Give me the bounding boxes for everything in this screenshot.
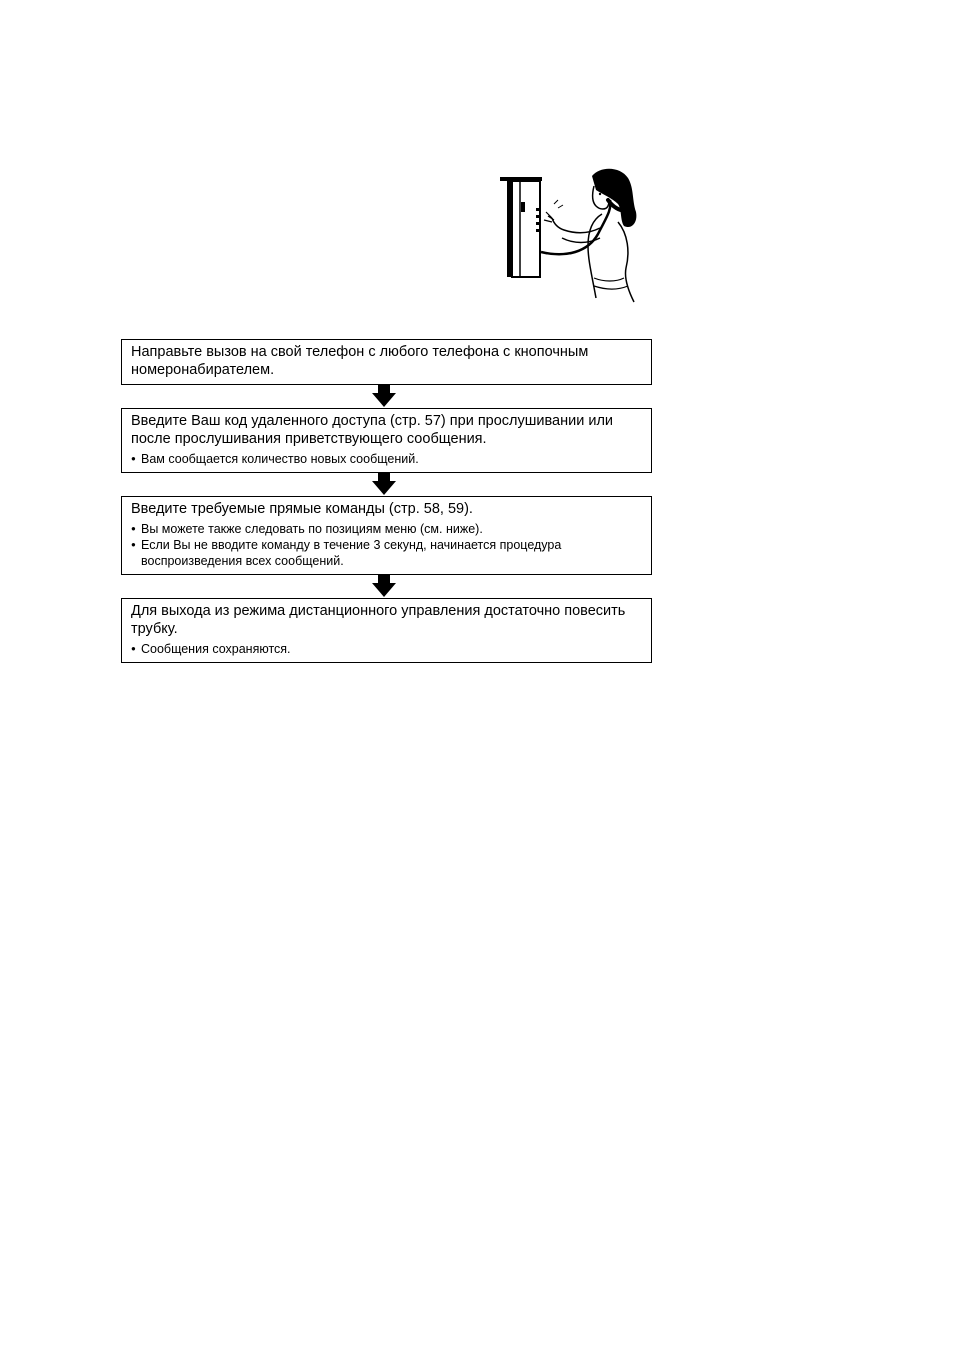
down-arrow-icon — [121, 385, 652, 408]
step-text: Для выхода из режима дистанционного управления достаточно повесить трубку. — [131, 603, 626, 637]
step-text: Введите требуемые прямые команды (стр. 58, 59). — [131, 501, 473, 517]
instruction-flowchart — [121, 339, 652, 663]
step-notes — [131, 641, 642, 657]
down-arrow-icon — [121, 473, 652, 496]
flow-step-3 — [121, 496, 652, 575]
down-arrow-icon — [121, 575, 652, 598]
step-notes — [131, 451, 642, 467]
step-note: ● Если Вы не вводите команду в течение 3 секунд, начинается процедура воспроизведения всех сообщений. — [131, 537, 642, 569]
phone-call-icon — [496, 160, 642, 306]
step-text: Введите Ваш код удаленного доступа (стр. 57) при прослушивании или после прослушивания приветствующего сообщения. — [131, 413, 614, 447]
flow-step-1 — [121, 339, 652, 385]
flow-step-2 — [121, 408, 652, 473]
step-note: ● Вам сообщается количество новых сообщений. — [131, 451, 642, 467]
step-text: Направьте вызов на свой телефон с любого телефона с кнопочным номеронабирателем. — [131, 344, 589, 378]
woman-on-phone-illustration — [496, 160, 642, 306]
flow-step-4 — [121, 598, 652, 663]
step-note: ● Вы можете также следовать по позициям меню (см. ниже). — [131, 521, 642, 537]
step-note: ● Сообщения сохраняются. — [131, 641, 642, 657]
step-notes — [131, 521, 642, 569]
